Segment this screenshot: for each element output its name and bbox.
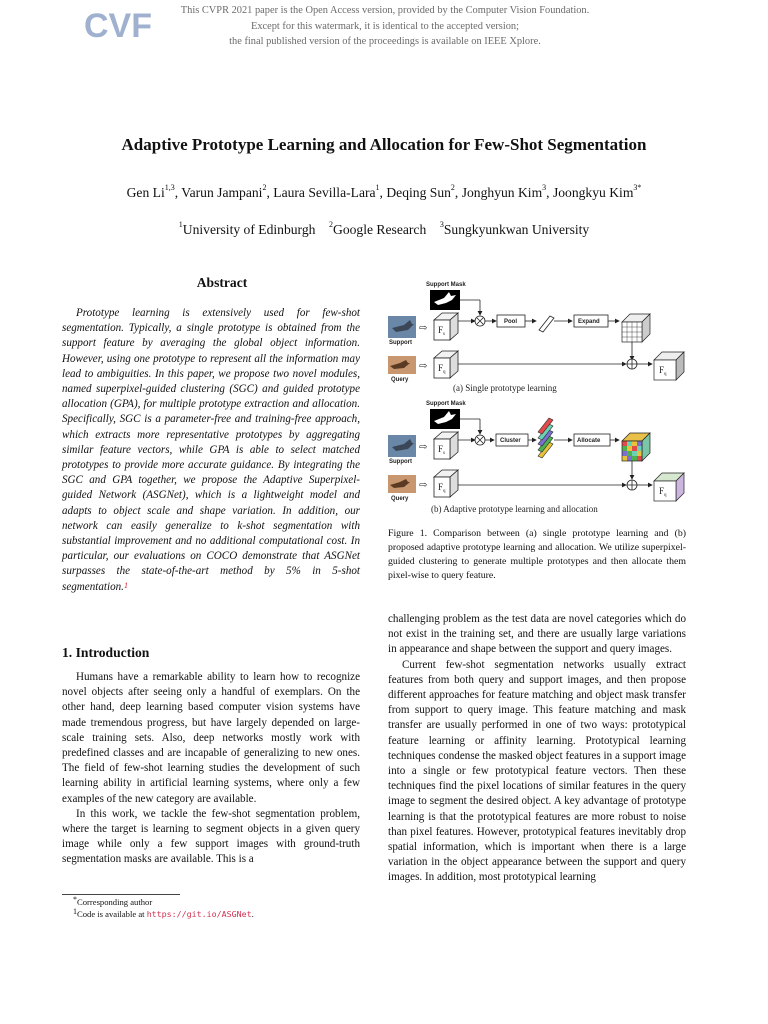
output-feature-block-b — [654, 473, 684, 501]
author: Joongkyu Kim$^{3*}$ — [552, 183, 642, 200]
watermark — [170, 3, 600, 50]
allocated-prototype-grid-b — [622, 433, 650, 461]
output-feature-block-a — [654, 352, 684, 380]
paragraph: challenging problem as the test data are novel categories which do not exist in the training set, and there are usually large variations in appearance and shape between the support and query images. — [388, 613, 686, 656]
affiliation-list — [0, 222, 768, 238]
subcaption-b: (b) Adaptive prototype learning and allocation — [431, 504, 598, 514]
fs-feature-block-a — [434, 313, 458, 340]
allocate-label: Allocate — [577, 438, 601, 444]
svg-text:Fq: $F_q$ — [438, 482, 446, 494]
figure-1 — [386, 278, 686, 520]
affiliation: $^3$Sungkyunkwan University — [439, 220, 590, 237]
paragraph: Humans have a remarkable ability to learn how to recognize novel objects after seeing only a handful of exemplars. On the other hand, deep learning based computer vision systems have made tremendous progress, but have largely depended on large-scale training sets. Also, deep networks mostly work with predefined classes and are incapable of generalizing to new ones. The field of few-shot learning studies the development of such learning ability in artificial learning systems, where only a few examples of the new category are available. — [62, 671, 360, 805]
abstract-text: Prototype learning is extensively used for few-shot segmentation. Typically, a single prototype is obtained from the support feature by averaging the global object information. However, using one prototype to represent all the information may lead to ambiguities. In this paper, we propose two novel modules, named superpixel-guided clustering (SGC) and guided prototype allocation (GPA), for multiple prototype extraction and allocation. Specifically, SGC is a parameter-free and training-free approach, which extracts more representative prototypes by aggregating similar feature vectors, while GPA is able to select matched prototypes to provide more accurate guidance. By integrating the SGC and GPA together, we propose the Adaptive Superpixel-guided Network (ASGNet), which is a lightweight model and adapts to object scale and shape variation. In addition, our network can easily generalize to k-shot segmentation with substantial improvement and no additional computational cost. In particular, our evaluations on COCO demonstrate that ASGNet surpasses the state-of-the-art method by 5% in 5-shot segmentation. — [62, 307, 360, 593]
figure-caption: Figure 1. Comparison between (a) single prototype learning and (b) proposed adaptive prototype learning and allocation. We utilize superpixel-guided clustering to generate multiple prototypes and then allocate them pixel-wise to query feature. — [388, 528, 686, 581]
multiple-prototypes — [538, 418, 553, 458]
cvf-logo — [84, 4, 152, 45]
cluster-label: Cluster — [500, 438, 521, 444]
footnote-divider — [62, 894, 180, 895]
paragraph: In this work, we tackle the few-shot segmentation problem, where the target is learning to segment objects in a given query image while only a few support images with ground-truth segmentation masks are available. This is a — [62, 807, 360, 866]
abstract-heading: Abstract — [196, 275, 248, 290]
paragraph: Current few-shot segmentation networks usually extract features from both query and support images, and then propose different approaches for feature matching and object mask transfer from support to query image. This feature matching and mask transfer are usually performed in one of two ways: prototypical feature learning or affinity learning. Prototypical learning techniques condense the masked object features in a support image into a single or few prototypical feature vectors. Then these techniques find the pixel locations of similar features in the query image to segment the desired object. A key advantage of prototype learning is that the prototypical features are more robust to noise than pixel features. However, prototypical features inevitably drop spatial information, which is important when there is a large variation in the object appearance between the support and query images. In addition, most prototypical learning — [388, 658, 686, 884]
author: Deqing Sun$^2$, — [386, 183, 462, 200]
svg-text:Fs: $F_s$ — [438, 444, 445, 456]
svg-text:Fq: $F_q$ — [438, 363, 446, 375]
author: Jonghyun Kim$^3$, — [461, 183, 553, 200]
svg-text:Fq: $F_q$ — [659, 365, 667, 377]
support-mask-label: Support Mask — [426, 282, 466, 288]
watermark-line-1: This CVPR 2021 paper is the Open Access version, provided by the Computer Vision Foundation. — [180, 5, 590, 16]
svg-text:⇨: ⇨ — [419, 442, 428, 453]
watermark-line-3: the final published version of the proceedings is available on IEEE Xplore. — [229, 36, 541, 47]
support-label-b: Support — [389, 459, 412, 465]
introduction-body — [62, 670, 360, 868]
fs-feature-block-b — [434, 432, 458, 459]
paper-title: Adaptive Prototype Learning and Allocation for Few-Shot Segmentation — [121, 135, 647, 154]
svg-text:⇨: ⇨ — [419, 361, 428, 372]
author: Varun Jampani$^2$, — [181, 183, 274, 200]
svg-text:Fq: $F_q$ — [659, 486, 667, 498]
query-label-b: Query — [391, 496, 409, 502]
author: Gen Li$^{1,3}$, — [126, 183, 182, 200]
footnote-code: $^1$Code is available at https://git.io/ASGNet. — [73, 907, 254, 919]
cvf-logo-text: CVF — [84, 7, 152, 45]
pool-label: Pool — [504, 319, 517, 325]
right-column-body — [388, 612, 686, 886]
support-label: Support — [389, 340, 412, 346]
expand-label: Expand — [578, 319, 600, 325]
support-mask-label-b: Support Mask — [426, 401, 466, 407]
watermark-line-2: Except for this watermark, it is identical to the accepted version; — [250, 20, 520, 32]
author: Laura Sevilla-Lara$^1$, — [273, 183, 387, 200]
prototype-vector — [539, 316, 554, 332]
abstract-body — [62, 306, 360, 595]
fq-feature-block-a — [434, 351, 458, 378]
query-label: Query — [391, 377, 409, 383]
svg-text:Fs: $F_s$ — [438, 325, 445, 337]
footnote-corresponding: *Corresponding author — [73, 895, 153, 907]
affiliation: $^1$University of Edinburgh — [178, 220, 316, 237]
footnote-ref[interactable]: 1 — [123, 580, 128, 590]
code-link[interactable]: https://git.io/ASGNet — [146, 909, 252, 919]
subcaption-a: (a) Single prototype learning — [453, 383, 557, 393]
expanded-prototype-grid-a — [622, 314, 650, 342]
affiliation: $^2$Google Research — [329, 220, 427, 237]
svg-text:⇨: ⇨ — [419, 323, 428, 334]
section-heading-introduction: 1. Introduction — [62, 645, 150, 660]
author-list — [0, 185, 768, 201]
svg-text:⇨: ⇨ — [419, 480, 428, 491]
fq-feature-block-b — [434, 470, 458, 497]
